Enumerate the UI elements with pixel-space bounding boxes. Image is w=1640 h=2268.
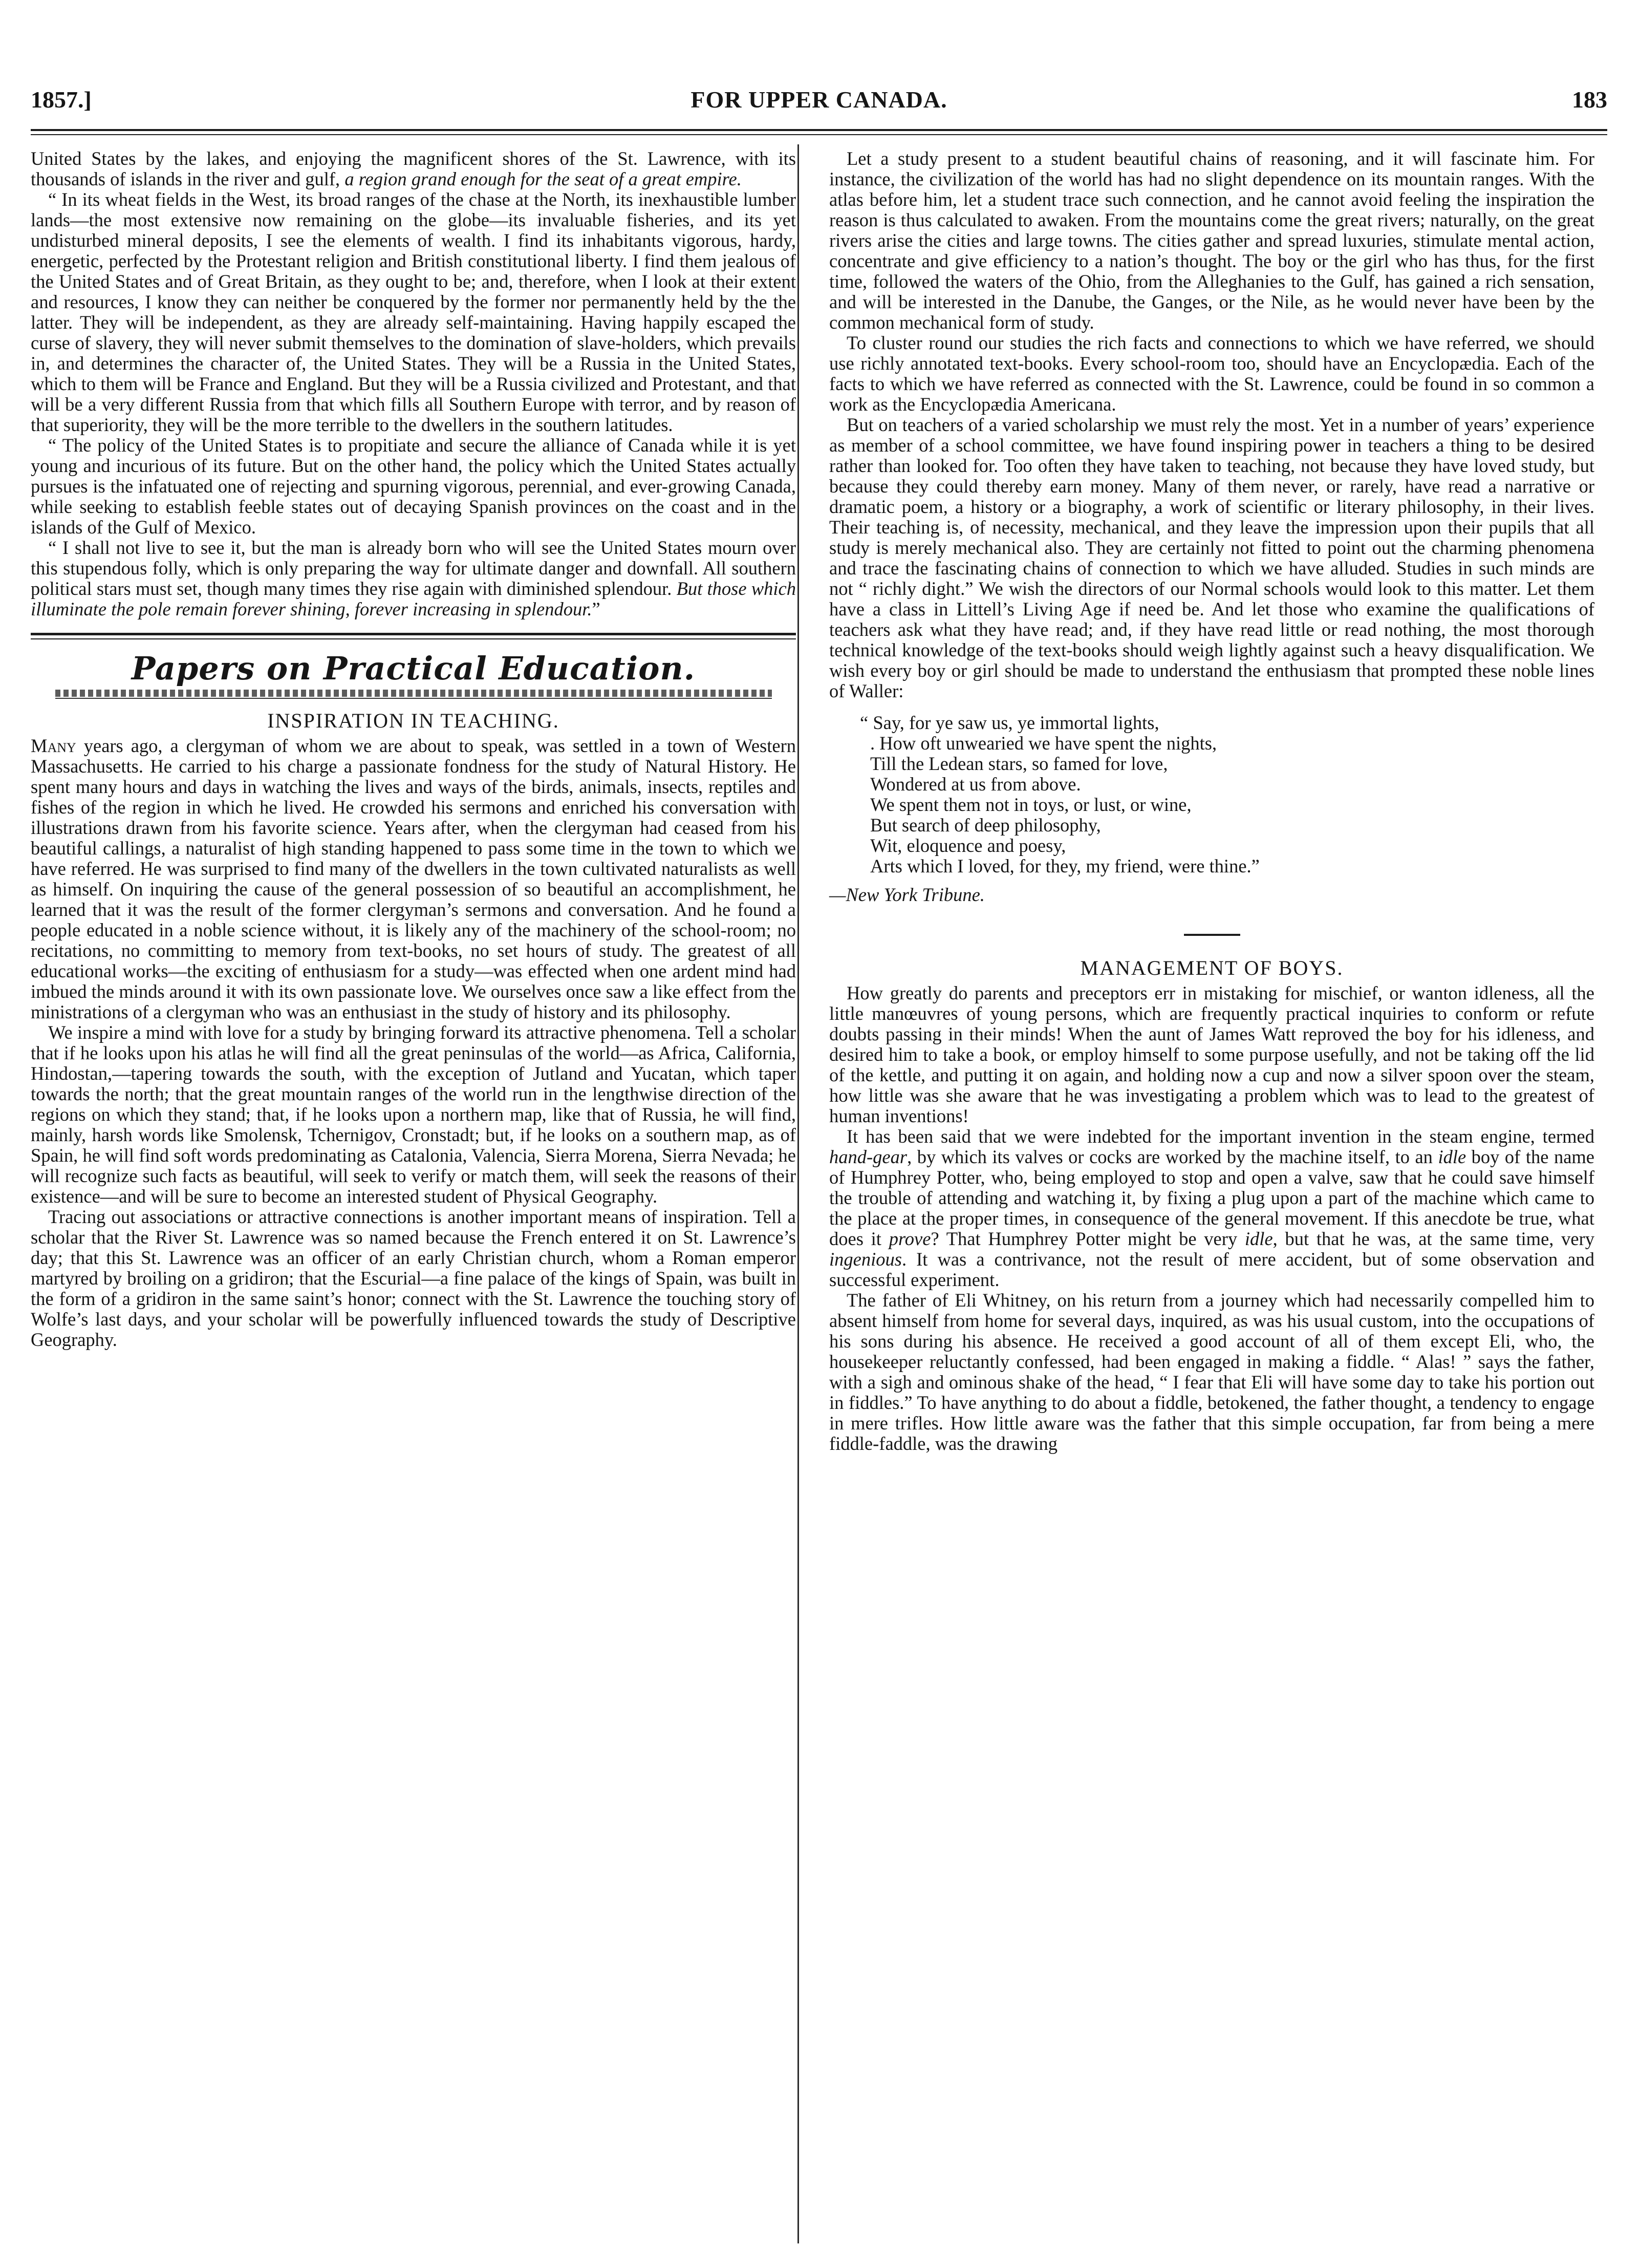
section-title: Papers on Practical Education. bbox=[131, 650, 696, 687]
paragraph-text: . It was a contrivance, not the result of mere accident, but of some observation and successful experiment. bbox=[829, 1249, 1594, 1290]
paragraph-text: , by which its valves or cocks are worked by the machine itself, to an bbox=[907, 1146, 1438, 1167]
paragraph-emphasis: a region grand enough for the seat of a great empire. bbox=[344, 168, 742, 189]
paragraph-emphasis: idle bbox=[1244, 1228, 1273, 1249]
paragraph bbox=[829, 1126, 1594, 1290]
paragraph bbox=[31, 736, 796, 1022]
section-rule bbox=[31, 633, 796, 635]
section-rule-thin bbox=[31, 638, 796, 639]
paragraph-text: years ago, a clergyman of whom we are about to speak, was settled in a town of Western Massachusetts. He carried to his charge a passionate fondness for the study of Natural History. He spent many hours and days in watching the lives and ways of the birds, animals, insects, reptiles and fishes of the region in which he lived. He crowded his sermons and enriched his conversation with illustrations drawn from his favorite science. Years after, when the clergyman had ceased from his beautiful callings, a naturalist of high standing happened to pass some time in the town to which we have referred. He was surprised to find many of the dwellers in the town cultivated naturalists as well as himself. On inquiring the cause of the general possession of so beautiful an accomplishment, he learned that it was the result of the former clergyman’s sermons and conversation. And he found a people educated in a noble science without, it is likely any of the machinery of the school-room; no recitations, no committing to memory from text-books, no set hours of study. The greatest of all educational works—the exciting of enthusiasm for a study—was effected when one ardent mind had imbued the minds around it with its own passionate love. We ourselves once saw a like effect from the ministrations of a clergyman who was an enthusiast in the study of history and its philosophy. bbox=[31, 735, 796, 1022]
paragraph-emphasis: prove bbox=[889, 1228, 931, 1249]
ornamental-rule bbox=[55, 690, 772, 697]
poem bbox=[860, 713, 1594, 876]
paragraph bbox=[31, 538, 796, 619]
paragraph: Let a study present to a student beautiful chains of reasoning, and it will fascinate him. For instance, the civilization of the world has had no slight dependence on its mountain ranges. With the atlas before him, let a student trace such connection, and he cannot avoid feeling the inspiration the reason is thus calculated to awaken. From the mountains come the great rivers; naturally, on the great rivers arise the cities and large towns. The cities gather and spread luxuries, stimulate mental action, concentrate and give efficiency to a nation’s thought. The boy or the girl who has thus, for the first time, followed the waters of the Ohio, from the Alleghanies to the Gulf, has gained a rich sensation, and will be interested in the Danube, the Ganges, or the Nile, as he would never have been by the common mechanical form of study. bbox=[829, 148, 1594, 333]
paragraph: How greatly do parents and preceptors err in mistaking for mischief, or wanton idleness, all the little manœuvres of young persons, which are frequently practical inquiries to conform or refute doubts passing in their minds! When the aunt of James Watt reproved the boy for his idleness, and desired him to take a book, or employ himself to some purpose usefully, and not be taking off the lid of the kettle, and putting it on again, and holding now a cup and now a silver spoon over the steam, how little was she aware that he was investigating a problem which was to lead to the greatest of human inventions! bbox=[829, 982, 1594, 1126]
running-head bbox=[31, 86, 1607, 127]
column-divider bbox=[797, 144, 799, 2243]
left-column bbox=[31, 148, 796, 1350]
poem-line: But search of deep philosophy, bbox=[870, 815, 1101, 836]
paragraph: But on teachers of a varied scholarship we must rely the most. Yet in a number of years’ experience as member of a school committee, we have found inspiring power in teachers a thing to be desired rather than looked for. Too often they have taken to teaching, not because they have loved study, but because they could thereby earn money. Many of them never, or rarely, have read a narrative or dramatic poem, a history or a biography, a work of scientific or literary philosophy, in their lives. Their teaching is, of necessity, mechanical, and they leave the impression upon their pupils that all study is merely mechanical also. They are certainly not fitted to point out the charming phenomena and trace the fascinating chains of connection to which we have alluded. Studies in such minds are not “ richly dight.” We wish the directors of our Normal schools would look to this matter. Let them have a class in Littell’s Living Age if need be. And let those who examine the qualifications of teachers ask what they have read; and, if they have read little or read nothing, the most thorough technical knowledge of the text-books should weigh lightly against such a heavy disqualification. We wish every boy or girl should be made to understand the enthusiasm that prompted these noble lines of Waller: bbox=[829, 414, 1594, 701]
paragraph-text: ? That Humphrey Potter might be very bbox=[931, 1228, 1245, 1249]
right-column bbox=[829, 148, 1594, 1454]
poem-line: Wondered at us from above. bbox=[870, 774, 1081, 795]
ornamental-rule-line bbox=[55, 698, 772, 699]
paragraph-text: United States by the lakes, and enjoying the magnificent shores of the St. Lawrence, with its thousands of islands in the river and gulf, bbox=[31, 148, 796, 189]
closing-quote: ” bbox=[592, 598, 600, 619]
paragraph-text: , but that he was, at the same time, very bbox=[1272, 1228, 1595, 1249]
article-title: INSPIRATION IN TEACHING. bbox=[267, 709, 559, 732]
paragraph: The father of Eli Whitney, on his return from a journey which had necessarily compelled him to absent himself from home for several days, inquired, as was his usual custom, into the occupations of his sons during his absence. He received a good account of all of them except Eli, who, the housekeeper reluctantly confessed, had been engaged in making a fiddle. “ Alas! ” says the father, with a sigh and ominous shake of the head, “ I fear that Eli will have some day to take his portion out in fiddles.” To have anything to do about a fiddle, betokened, the father thought, a tendency to engage in mere trifles. How little aware was the father that this simple occupation, far from being a mere fiddle-faddle, was the drawing bbox=[829, 1290, 1594, 1454]
running-head-date: 1857.] bbox=[31, 87, 92, 113]
page-number: 183 bbox=[1572, 87, 1607, 113]
paragraph bbox=[31, 148, 796, 189]
paragraph-text: boy of the name of Humphrey Potter, who, being employed to stop and open a valve, saw that he could save himself the trouble of attending and watching it, by fixing a plug upon a part of the machine which came to the place at the proper times, in consequence of the general movement. If this anecdote be true, what does it bbox=[829, 1146, 1594, 1249]
running-head-title: FOR UPPER CANADA. bbox=[690, 87, 947, 113]
poem-line: Wit, eloquence and poesy, bbox=[870, 835, 1066, 856]
poem-line: Arts which I loved, for they, my friend, were thine.” bbox=[870, 855, 1260, 876]
poem-line: . How oft unwearied we have spent the nights, bbox=[870, 733, 1217, 754]
paragraph-emphasis: hand-gear bbox=[829, 1146, 908, 1167]
poem-line: Till the Ledean stars, so famed for love, bbox=[870, 753, 1168, 774]
article-title: MANAGEMENT OF BOYS. bbox=[1080, 956, 1344, 979]
lead-word: Many bbox=[31, 735, 76, 756]
header-rule-thin bbox=[31, 134, 1607, 135]
paragraph: “ In its wheat fields in the West, its broad ranges of the chase at the North, its inexhaustible lumber lands—the most extensive now remaining on the globe—its invaluable fisheries, and its yet undisturbed mineral deposits, I see the elements of wealth. I find its inhabitants vigorous, hardy, energetic, perfected by the Protestant religion and British constitutional liberty. I find them jealous of the United States and of Great Britain, as they ought to be; and, therefore, when I look at their extent and resources, I know they can neither be conquered by the former nor permanently held by the the latter. They will be independent, as they are already self-maintaining. Having happily escaped the curse of slavery, they will never submit themselves to the domination of slave-holders, which prevails in, and determines the character of, the United States. They will be a Russia in the United States, which to them will be France and England. But they will be a Russia civilized and Protestant, and that will be a very different Russia from that which fills all Southern Europe with terror, and by reason of that superiority, they will be the more terrible to the dwellers in the southern latitudes. bbox=[31, 189, 796, 435]
paragraph-text: It has been said that we were indebted for the important invention in the steam engine, termed bbox=[847, 1126, 1594, 1147]
paragraph: We inspire a mind with love for a study by bringing forward its attractive phenomena. Tell a scholar that if he looks upon his atlas he will find all the great peninsulas of the world—as Africa, California, Hindostan,—tapering towards the south, with the exception of Jutland and Yucatan, which taper towards the north; that the great mountain ranges of the world run in the lengthwise direction of the regions on which they stand; that, if he looks upon a northern map, like that of Russia, he will find, mainly, harsh words like Smolensk, Tchernigov, Cronstadt; but, if he looks on a southern map, as of Spain, he will find soft words predominating as Catalonia, Valencia, Sierra Morena, Sierra Nevada; he will recognize such facts as beautiful, will seek to verify or match them, will seek the reasons of their existence—and will be sure to become an interested student of Physical Geography. bbox=[31, 1022, 796, 1207]
paragraph-emphasis: idle bbox=[1438, 1146, 1466, 1167]
paragraph-emphasis: ingenious bbox=[829, 1249, 902, 1270]
paragraph-emphasis: But those which illuminate the pole remain forever shining, forever increasing in splendour. bbox=[31, 578, 796, 619]
poem-line: We spent them not in toys, or lust, or wine, bbox=[870, 794, 1192, 815]
separator-rule bbox=[1184, 934, 1240, 936]
paragraph-text: “ I shall not live to see it, but the man is already born who will see the United States mourn over this stupendous folly, which is only preparing the way for ultimate danger and downfall. All southern political stars must set, though many times they rise again with diminished splendour. bbox=[31, 537, 796, 599]
paragraph: “ The policy of the United States is to propitiate and secure the alliance of Canada while it is yet young and incurious of its future. But on the other hand, the policy which the United States actually pursues is the infatuated one of rejecting and spurning vigorous, perennial, and ever-growing Canada, while seeking to establish feeble states out of decaying Spanish provinces on the coast and in the islands of the Gulf of Mexico. bbox=[31, 435, 796, 538]
source-credit: —New York Tribune. bbox=[829, 884, 985, 905]
paragraph: Tracing out associations or attractive connections is another important means of inspiration. Tell a scholar that the River St. Lawrence was so named because the French entered it on St. Lawrence’s day; that this St. Lawrence was an officer of an early Christian church, whom a Roman emperor martyred by broiling on a gridiron; that the Escurial—a fine palace of the kings of Spain, was built in the form of a gridiron in the same saint’s honor; connect with the St. Lawrence the touching story of Wolfe’s last days, and your scholar will be powerfully influenced towards the study of Descriptive Geography. bbox=[31, 1206, 796, 1350]
paragraph: To cluster round our studies the rich facts and connections to which we have referred, we should use richly annotated text-books. Every school-room too, should have an Encyclopædia. Each of the facts to which we have referred as connected with the St. Lawrence, could be found in so common a work as the Encyclopædia Americana. bbox=[829, 332, 1594, 415]
header-rule bbox=[31, 129, 1607, 131]
poem-line: “ Say, for ye saw us, ye immortal lights, bbox=[860, 712, 1159, 733]
